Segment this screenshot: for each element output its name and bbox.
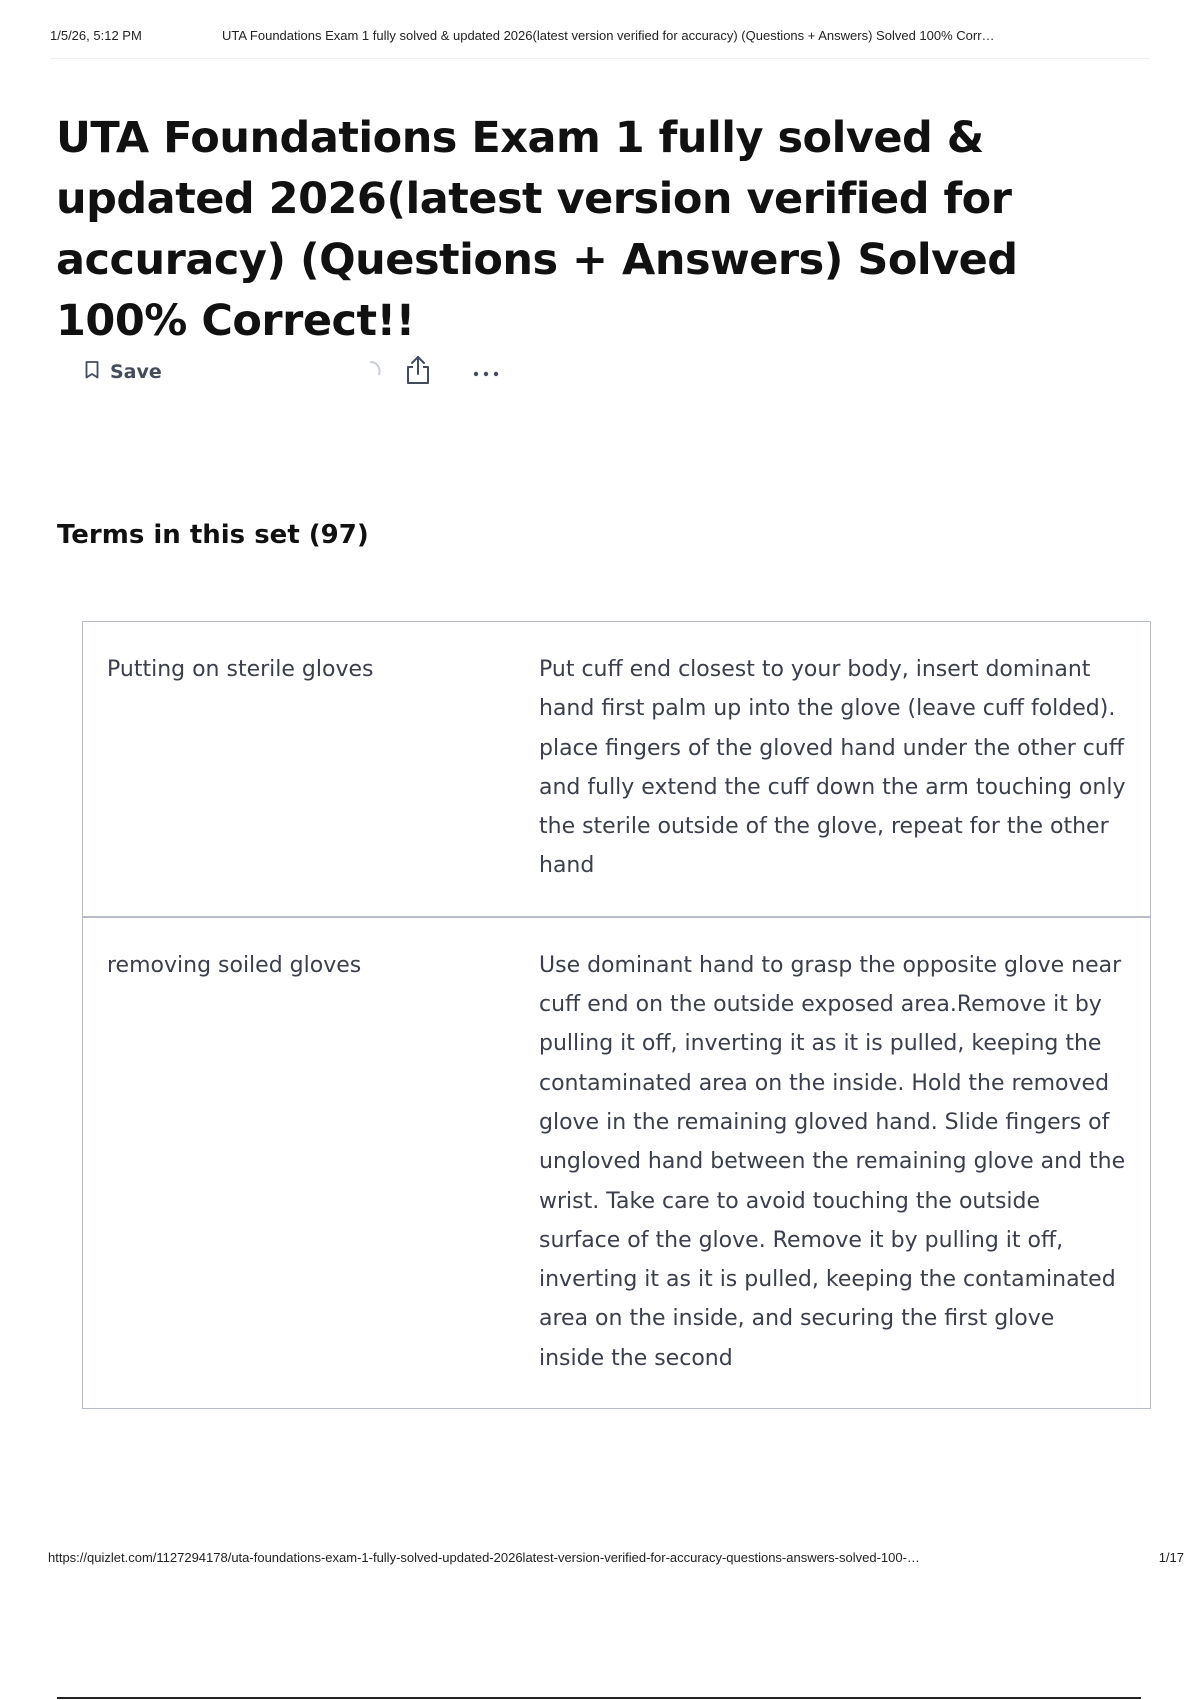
page-bottom-divider [57,1697,1141,1699]
terms-heading: Terms in this set (97) [57,520,369,550]
definition-text: Put cuff end closest to your body, insert dominant hand first palm up into the glove (leave cuff folded). place fingers of the gloved hand under the other cuff and fully extend the cuff down the arm touching only the sterile outside of the glove, repeat for the other hand [539,657,1126,879]
page-title: UTA Foundations Exam 1 fully solved & updated 2026(latest version verified for accuracy) (Questions + Answers) Solved 100% Correct!! [56,113,1018,346]
print-header [50,28,1170,50]
print-url: https://quizlet.com/1127294178/uta-foundations-exam-1-fully-solved-updated-2026latest-version-verified-for-accuracy-questions-answers-solved-100-… [48,1550,920,1565]
header-divider [50,58,1150,59]
term-row [83,622,1150,916]
term-text: Putting on sterile gloves [107,657,374,682]
term-text: removing soiled gloves [107,952,362,978]
print-footer [48,1550,1184,1570]
save-button[interactable] [84,354,162,390]
terms-table [82,621,1151,1409]
ellipsis-icon [472,363,500,382]
term-row [83,916,1150,1408]
page-number: 1/17 [1158,1550,1184,1565]
share-button[interactable] [400,354,436,390]
print-date: 1/5/26, 5:12 PM [50,28,142,43]
spinner-icon [358,358,384,384]
share-icon [403,354,433,390]
bookmark-icon [84,360,100,385]
print-doc-title: UTA Foundations Exam 1 fully solved & updated 2026(latest version verified for accuracy) (Questions + Answers) Solved 100% Corr… [222,28,995,43]
definition-text: Use dominant hand to grasp the opposite glove near cuff end on the outside exposed area.Remove it by pulling it off, inverting it as it is pulled, keeping the contaminated area on the inside. Hold the removed glove in the remaining gloved hand. Slide fingers of ungloved hand between the remaining glove and the wrist. Take care to avoid touching the outside surface of the glove. Remove it by pulling it off, inverting it as it is pulled, keeping the contaminated area on the inside, and securing the first glove inside the second [539,952,1126,1371]
save-label: Save [110,361,162,383]
set-toolbar [84,354,524,390]
more-options-button[interactable] [468,354,504,390]
